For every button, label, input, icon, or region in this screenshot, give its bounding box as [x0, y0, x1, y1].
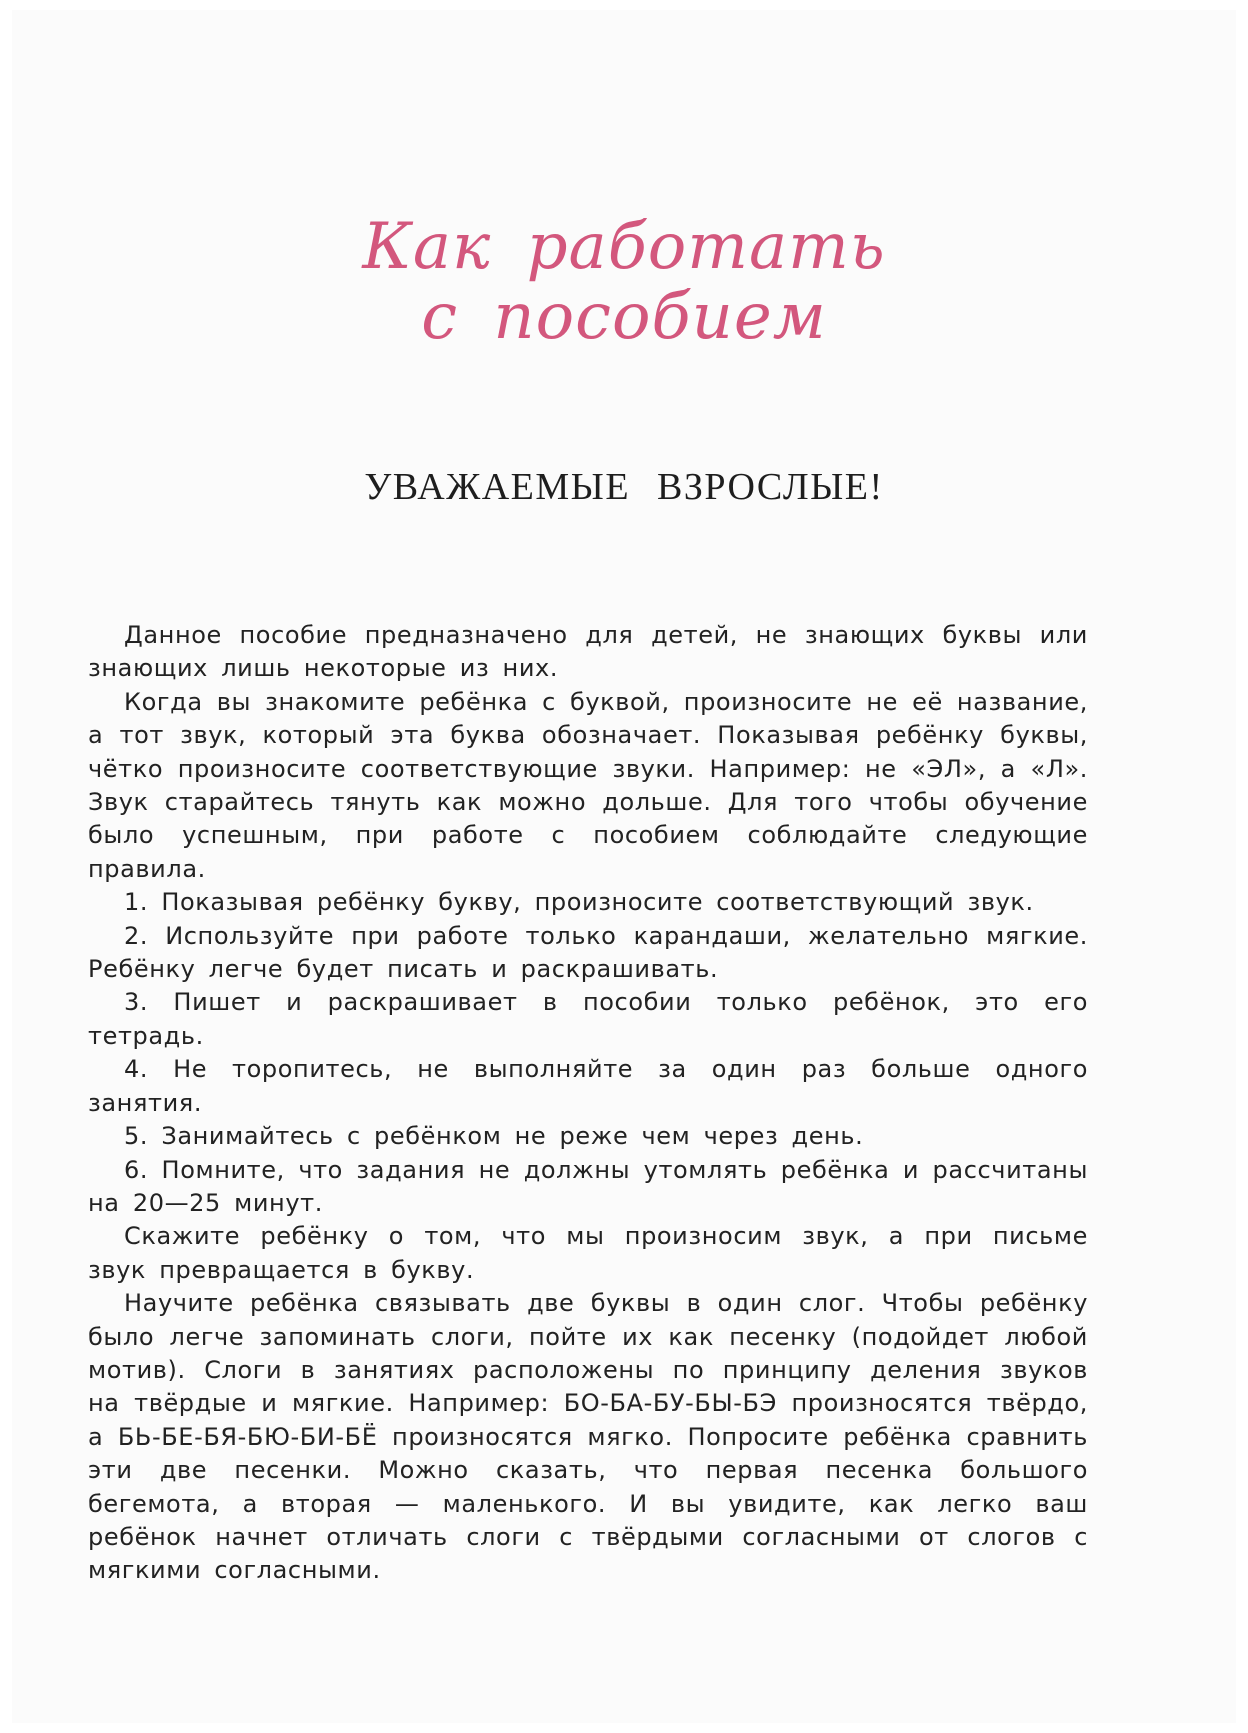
instructions-body — [88, 619, 1088, 1588]
rule-5: 5. Занимайтесь с ребёнком не реже чем через день. — [124, 1122, 864, 1151]
rule-2: 2. Используйте при работе только карандаши, желательно мягкие. Ребёнку легче будет писать и раскрашивать. — [88, 921, 1088, 984]
rule-6: 6. Помните, что задания не должны утомлять ребёнка и рассчитаны на 20—25 минут. — [88, 1155, 1088, 1217]
rule-4: 4. Не торопитесь, не выполняйте за один раз больше одного занятия. — [88, 1055, 1088, 1117]
rule-1: 1. Показывая ребёнку букву, произносите соответствующий звук. — [124, 888, 1034, 917]
greeting-heading: УВАЖАЕМЫЕ ВЗРОСЛЫЕ! — [364, 466, 884, 508]
page-title — [0, 212, 1248, 352]
page-title-line-2: с пособием — [421, 280, 827, 354]
paragraph-sound-to-letter: Скажите ребёнку о том, что мы произносим звук, а при письме звук превращается в букву. — [88, 1222, 1088, 1284]
paragraph-intro: Данное пособие предназначено для детей, не знающих буквы или знающих лишь некоторые из них. — [88, 621, 1088, 683]
paragraph-sounds: Когда вы знакомите ребёнка с буквой, произносите не её название, а тот звук, который эта буква обозначает. Показывая ребёнку буквы, чётко произносите соответствующие звуки. Например: не «ЭЛ», а «Л». Звук старайтесь тянуть как можно дольше. Для того чтобы обучение было успешным, при работе с пособием соблюдайте следующие правила. — [88, 687, 1088, 883]
paragraph-syllables: Научите ребёнка связывать две буквы в один слог. Чтобы ребёнку было легче запоминать слоги, пойте их как песенку (подойдет любой мотив). Слоги в занятиях расположены по принципу деления звуков на твёрдые и мягкие. Например: БО-БА-БУ-БЫ-БЭ произносятся твёрдо, а БЬ-БЕ-БЯ-БЮ-БИ-БЁ произносятся мягко. Попросите ребёнка сравнить эти две песенки. Можно сказать, что первая песенка большого бегемота, а вторая — маленького. И вы увидите, как легко ваш ребёнок начнет отличать слоги с твёрдыми согласными от слогов с мягкими согласными. — [88, 1289, 1088, 1585]
rule-3: 3. Пишет и раскрашивает в пособии только ребёнок, это его тетрадь. — [88, 988, 1088, 1050]
page-title-line-1: Как работать — [362, 210, 886, 284]
